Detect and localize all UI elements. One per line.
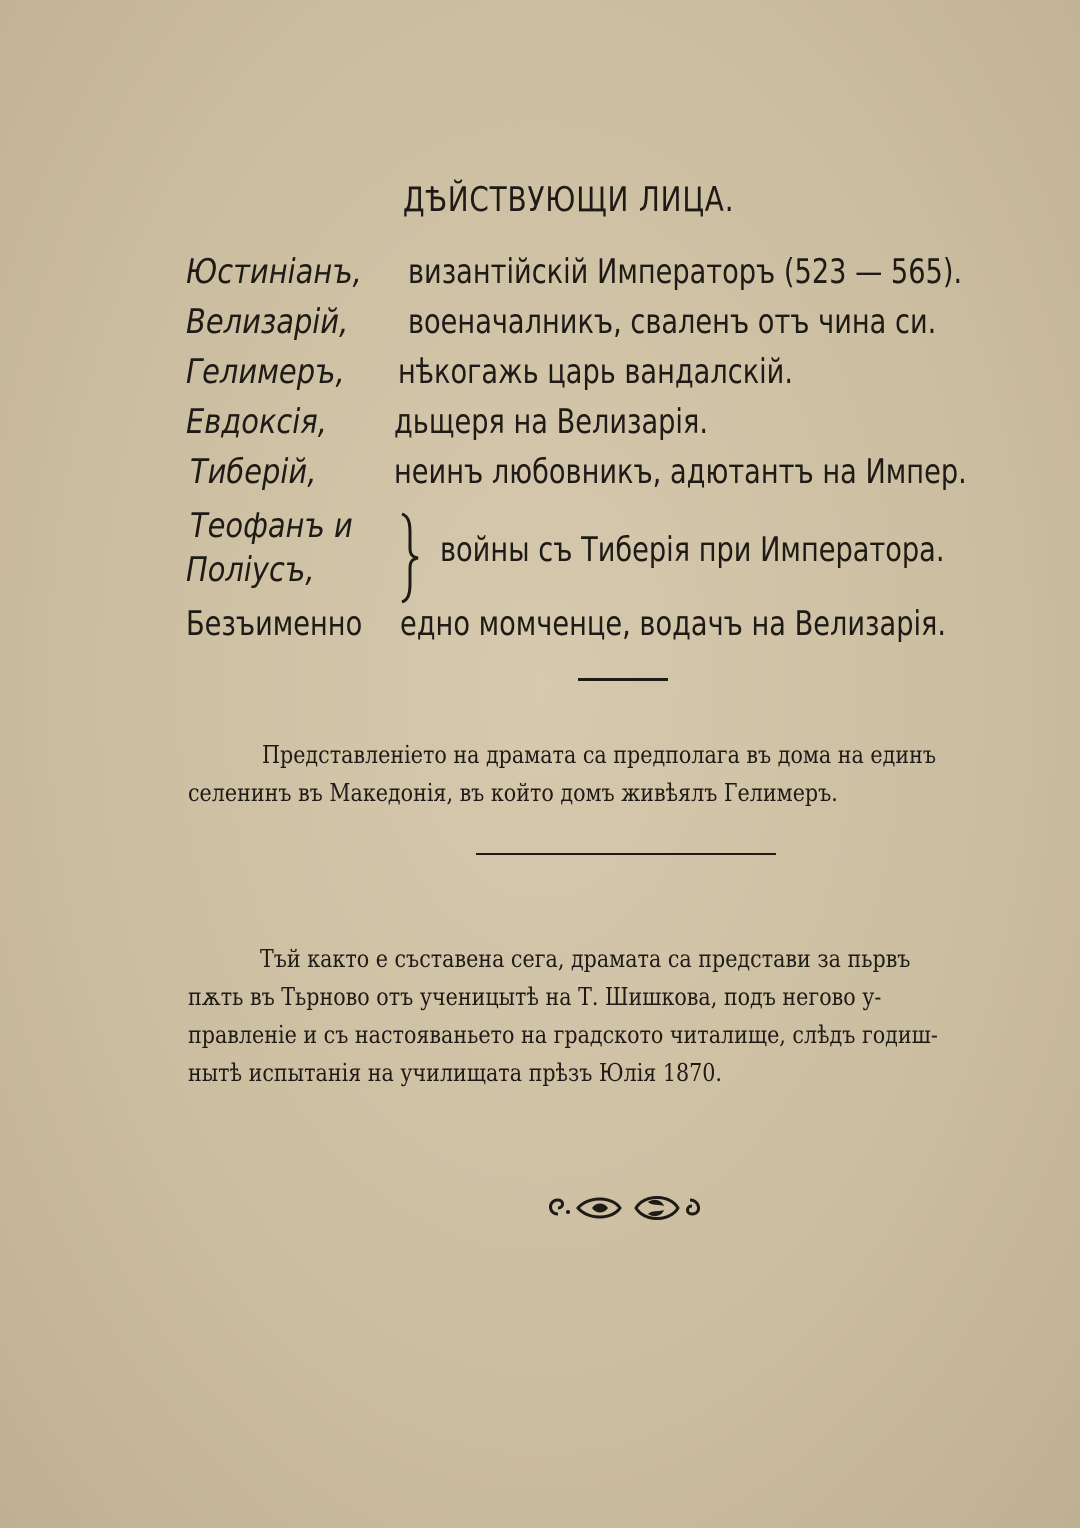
cast-description: нѣкогажь царь вандалскій.	[398, 352, 793, 392]
ornament-icon	[540, 1188, 720, 1228]
cast-description: дьщеря на Велизарія.	[394, 402, 708, 442]
divider	[578, 678, 668, 681]
cast-description: византійскій Императоръ (523 — 565).	[408, 252, 963, 292]
cast-name: Юстиніанъ,	[186, 252, 362, 292]
cast-name: Поліусъ,	[186, 550, 315, 590]
brace-icon	[396, 512, 422, 604]
note-line: правленіе и съ настояваньето на градското читалище, слѣдъ годиш-	[188, 1021, 938, 1049]
divider	[476, 853, 776, 855]
cast-name: Тиберій,	[190, 452, 317, 492]
cast-description: неинъ любовникъ, адютантъ на Импер.	[394, 452, 967, 492]
note-line: селенинъ въ Македонія, въ който домъ живѣялъ Гелимеръ.	[188, 779, 838, 807]
cast-name: Велизарій,	[186, 302, 349, 342]
cast-name: Гелимеръ,	[186, 352, 345, 392]
note-line: Тъй както е съставена сега, драмата са представи за пьрвъ	[260, 945, 911, 973]
note-line: нытѣ испытанія на училищата прѣзъ Юлія 1870.	[188, 1059, 722, 1087]
note-line: пѫть въ Тьрново отъ ученицытѣ на Т. Шишкова, подъ негово у-	[188, 983, 882, 1011]
cast-name: Евдоксія,	[186, 402, 327, 442]
note-line: Представленіето на драмата са предполага въ дома на единъ	[262, 741, 936, 769]
cast-description: едно момченце, водачъ на Велизарія.	[400, 604, 947, 644]
cast-name: Теофанъ и	[190, 506, 353, 546]
group-description: войны съ Тиберія при Императора.	[440, 530, 945, 570]
page-title: ДѢЙСТВУЮЩИ ЛИЦА.	[402, 180, 735, 220]
cast-name: Безъименно	[186, 604, 363, 644]
cast-description: военачалникъ, сваленъ отъ чина си.	[408, 302, 937, 342]
